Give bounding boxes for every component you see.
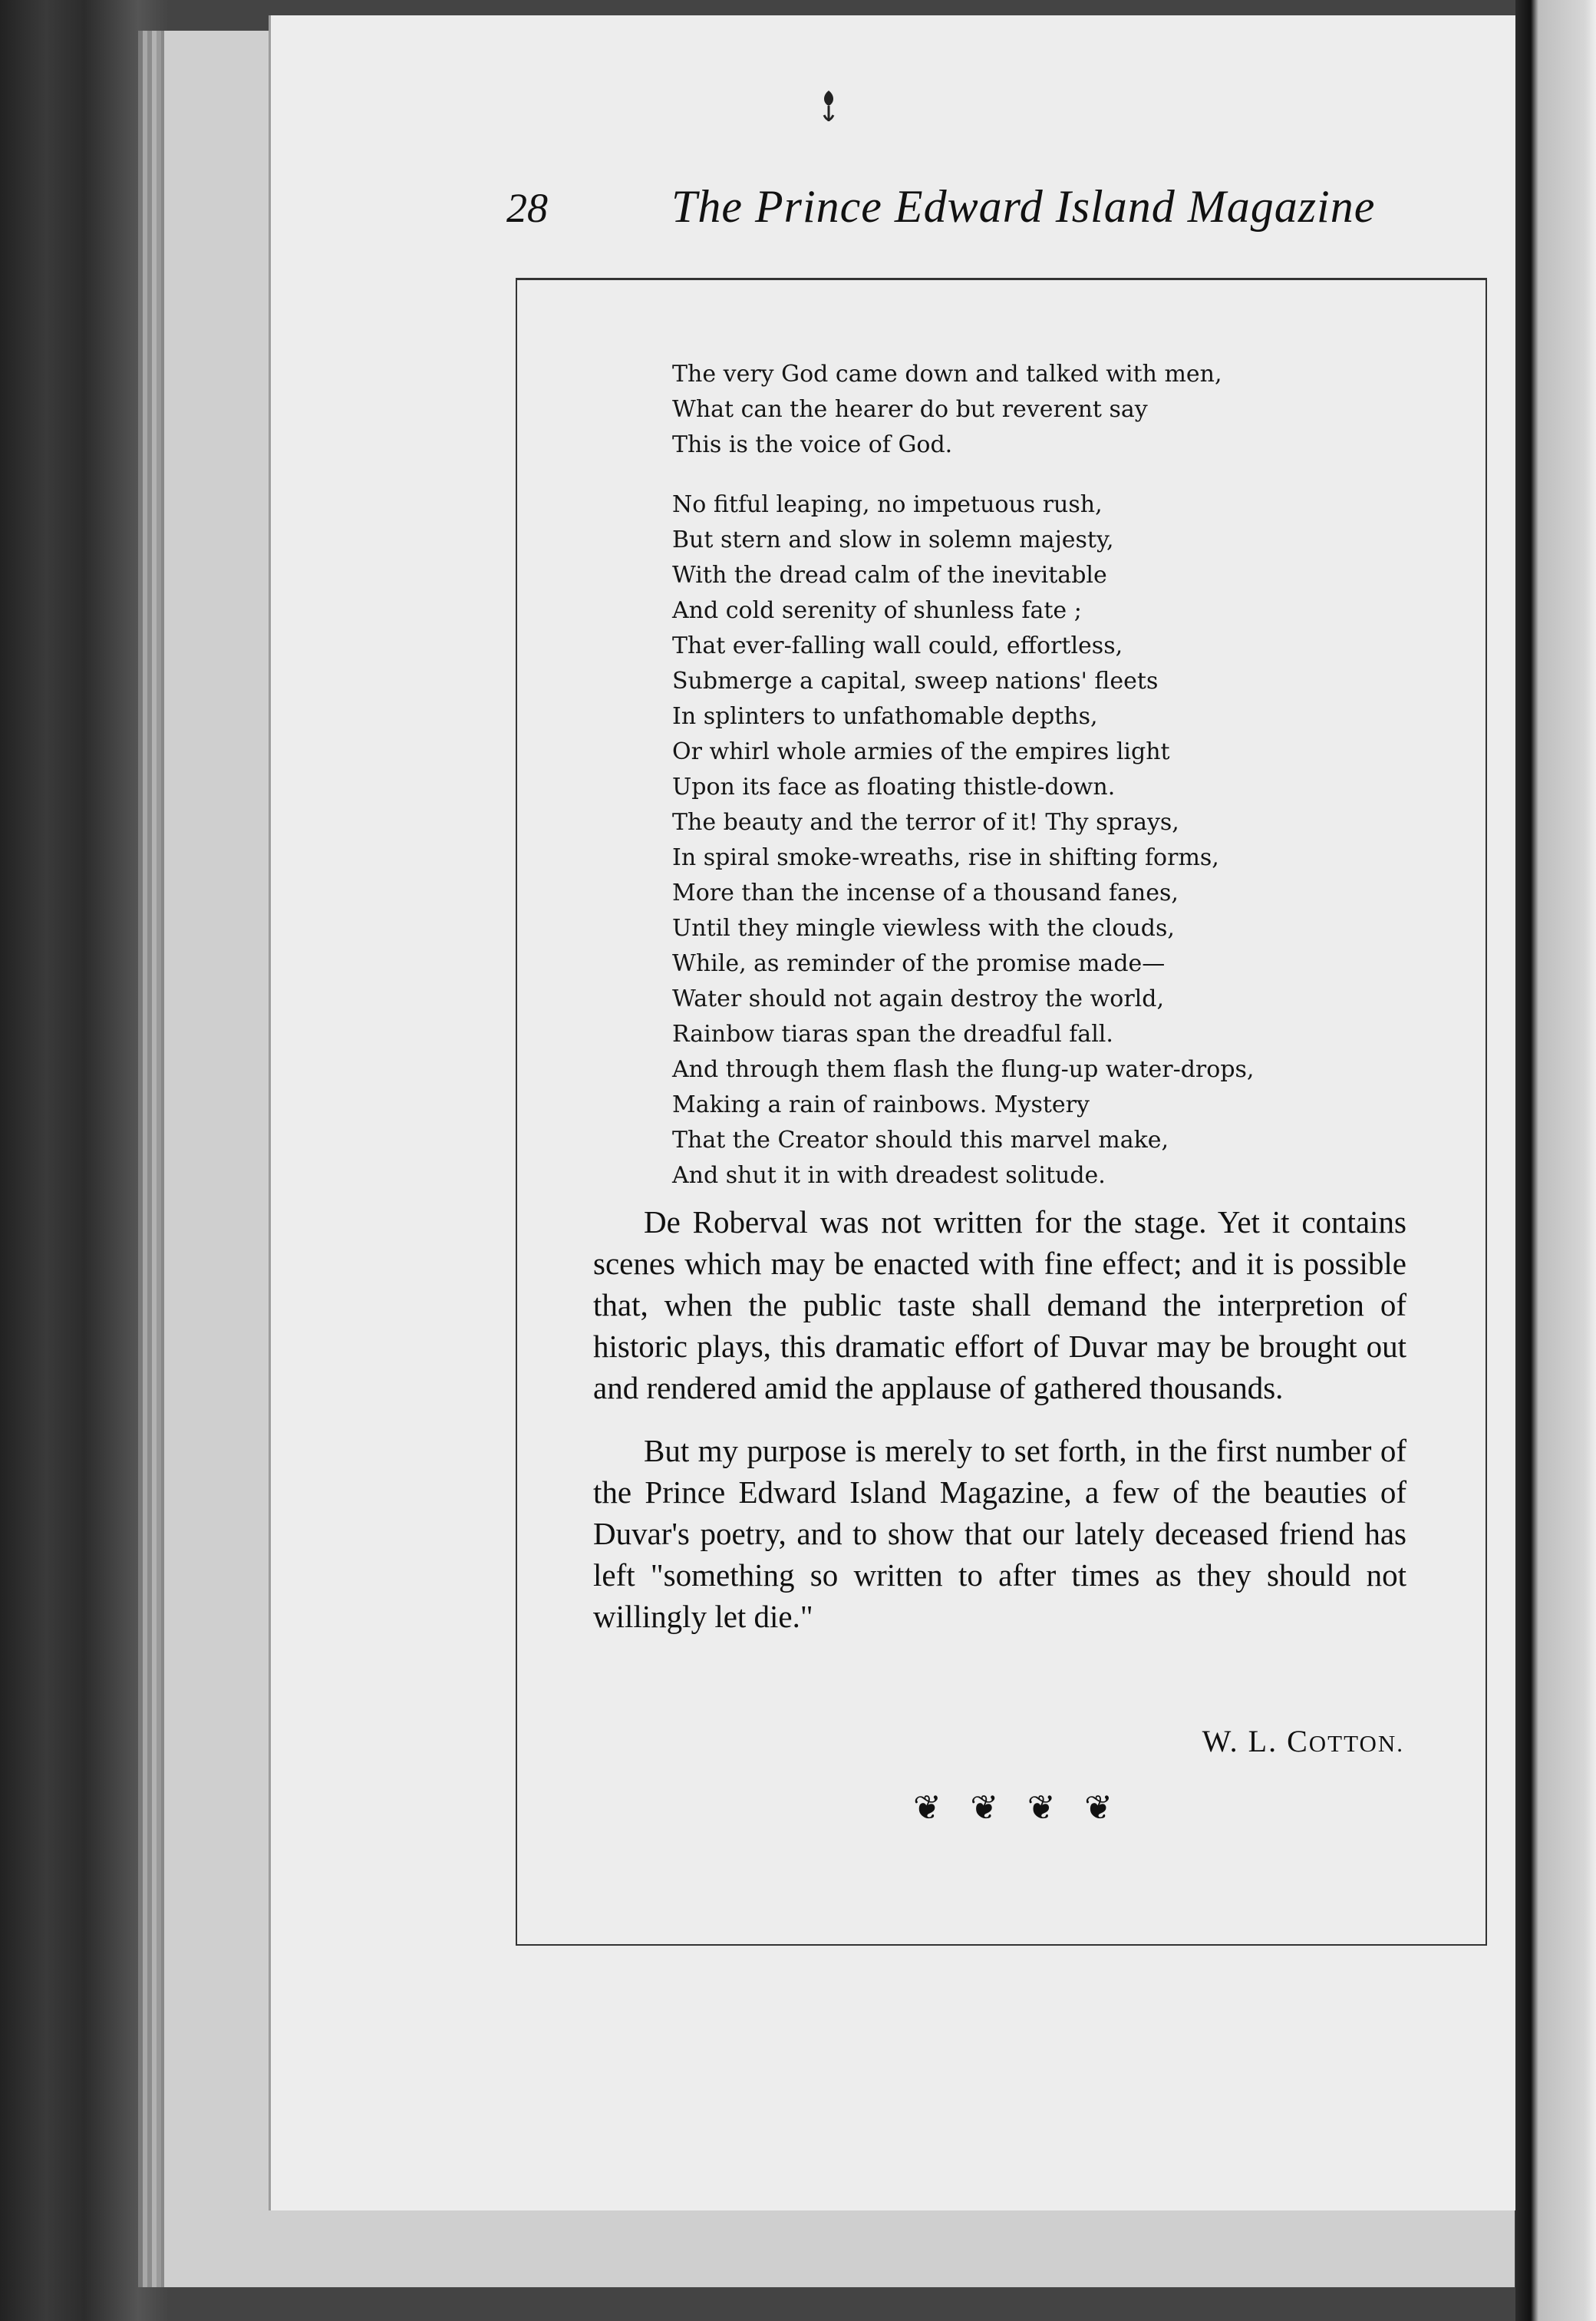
poem-line: Making a rain of rainbows. Mystery [672, 1091, 1090, 1118]
poem-line: This is the voice of God. [672, 431, 953, 458]
floral-dingbat-icon: ❦ [1084, 1789, 1113, 1827]
poem-line: With the dread calm of the inevitable [672, 562, 1107, 589]
poem-line: And cold serenity of shunless fate ; [672, 597, 1082, 624]
facing-page-edge [1515, 0, 1596, 2321]
poem-line: Rainbow tiaras span the dreadful fall. [672, 1021, 1113, 1048]
poem-line: While, as reminder of the promise made— [672, 950, 1166, 977]
page-number: 28 [506, 185, 548, 231]
author-signature [1159, 1723, 1404, 1759]
poem-line: Until they mingle viewless with the clouds, [672, 915, 1175, 942]
poem-line: But stern and slow in solemn majesty, [672, 527, 1114, 553]
poem-line: What can the hearer do but reverent say [672, 396, 1148, 423]
poem-block [672, 357, 1378, 1194]
poem-line: Or whirl whole armies of the empires light [672, 738, 1170, 765]
poem-line: Upon its face as floating thistle-down. [672, 774, 1116, 801]
signature-surname-rest: OTTON. [1308, 1730, 1404, 1757]
poem-line: That ever-falling wall could, effortless, [672, 632, 1123, 659]
poem-line: And through them flash the flung-up water-drops, [672, 1056, 1255, 1083]
poem-line: In splinters to unfathomable depths, [672, 703, 1098, 730]
floral-dingbat-icon: ❦ [1027, 1789, 1056, 1827]
poem-line: No fitful leaping, no impetuous rush, [672, 491, 1103, 518]
poem-line: The beauty and the terror of it! Thy sprays, [672, 809, 1179, 836]
poem-line: Submerge a capital, sweep nations' fleets [672, 668, 1159, 695]
closing-ornaments [913, 1788, 1113, 1834]
prose-block [593, 1201, 1406, 1659]
signature-surname-initial: C [1287, 1724, 1309, 1758]
poem-line: That the Creator should this marvel make, [672, 1127, 1169, 1154]
paragraph: But my purpose is merely to set forth, in the first number of the Prince Edward Island Magazine, a few of the beauties of Duvar's poetry, and to show that our lately deceased friend has left "something so written to after times as they should not willingly let die." [593, 1433, 1406, 1634]
signature-initials: W. L. [1202, 1724, 1288, 1758]
fleuron-icon [806, 84, 852, 130]
floral-dingbat-icon: ❦ [913, 1789, 941, 1827]
poem-line: Water should not again destroy the world, [672, 986, 1165, 1012]
stanza-break [672, 463, 1378, 487]
running-title: The Prince Edward Island Magazine [671, 181, 1376, 232]
poem-line: In spiral smoke-wreaths, rise in shifting forms, [672, 844, 1219, 871]
poem-line: The very God came down and talked with men, [672, 361, 1222, 388]
poem-line: And shut it in with dreadest solitude. [672, 1162, 1106, 1189]
floral-dingbat-icon: ❦ [970, 1789, 999, 1827]
paragraph: De Roberval was not written for the stage. Yet it contains scenes which may be enacted with fine effect; and it is possible that, when the public taste shall demand the interpretion of historic plays, this dramatic effort of Duvar may be brought out and rendered amid the applause of gathered thousands. [593, 1204, 1406, 1405]
poem-line: More than the incense of a thousand fanes, [672, 880, 1179, 906]
